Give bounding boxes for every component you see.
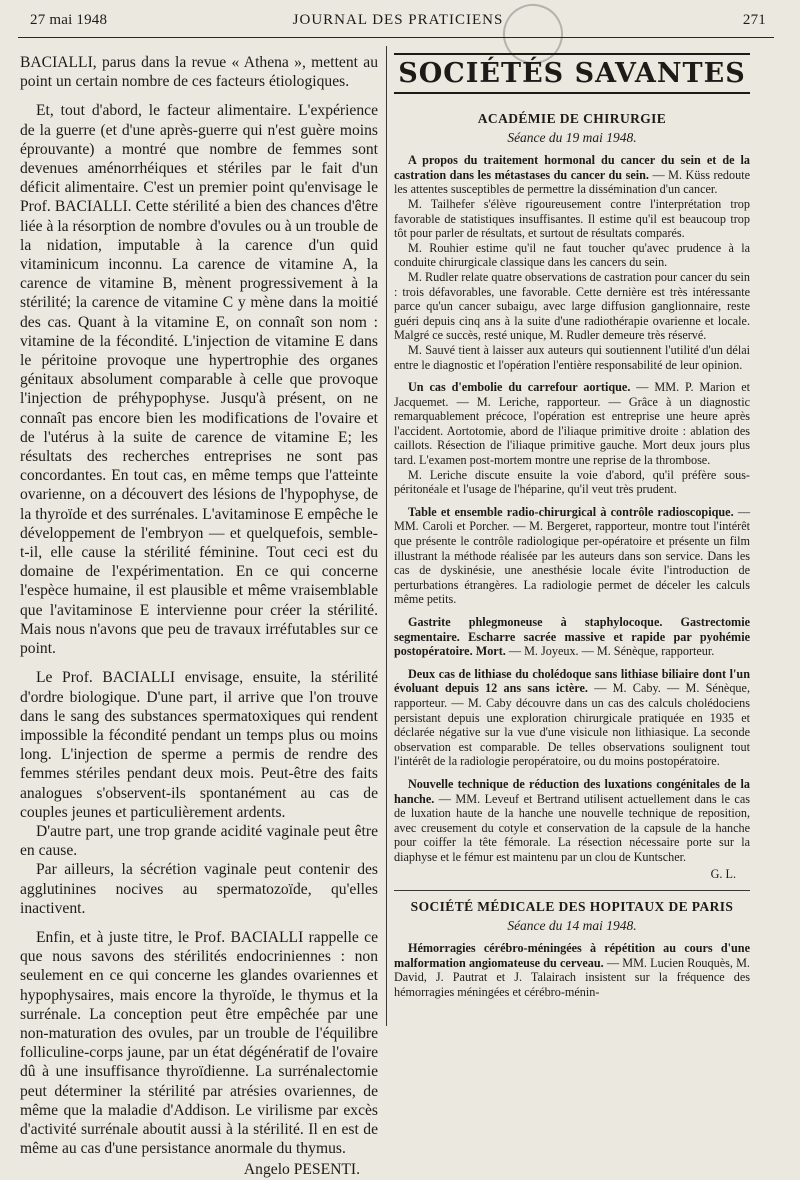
report-title: A propos du traitement hormonal du cancer du sein et de la castration dans les métastases du cancer du sein.: [394, 153, 750, 182]
section-rule: [394, 890, 750, 891]
report-entry: [394, 667, 750, 769]
report-entry: [394, 153, 750, 197]
report-entry: [394, 777, 750, 865]
right-column-societes: [394, 53, 750, 1000]
paragraph: M. Sauvé tient à laisser aux auteurs qui soutiennent l'utilité d'un délai entre le diagnostic et l'opération l'entière responsabilité de leur opinion.: [394, 342, 750, 372]
report-entry: [394, 941, 750, 999]
page-number: 271: [742, 12, 766, 28]
column-divider: [386, 46, 387, 1026]
page-header: [30, 12, 766, 34]
report-title: Hémorragies cérébro-méningées à répétition au cours d'une malformation angiomateuse du cerveau.: [394, 941, 750, 970]
medicale-seance-date: Séance du 14 mai 1948.: [507, 917, 637, 933]
report-title: Gastrite phlegmoneuse à staphylocoque. Gastrectomie segmentaire. Escharre sacrée massive et rapide par pyohémie postopératoire. Mort.: [394, 615, 750, 659]
medicale-title: SOCIÉTÉ MÉDICALE DES HOPITAUX DE PARIS: [410, 899, 734, 915]
report-entry: [394, 615, 750, 659]
journal-title: JOURNAL DES PRATICIENS: [292, 12, 504, 28]
section-banner: SOCIÉTÉS SAVANTES: [394, 53, 750, 94]
report-entry: [394, 380, 750, 468]
report-entry: [394, 505, 750, 607]
issue-date: 27 mai 1948: [30, 12, 108, 28]
report-title: Nouvelle technique de réduction des luxations congénitales de la hanche.: [394, 776, 750, 806]
report-title: Table et ensemble radio-chirurgical à contrôle radioscopique.: [408, 504, 734, 519]
left-column-article: [20, 53, 378, 1180]
academie-title: ACADÉMIE DE CHIRURGIE: [477, 111, 667, 126]
paragraph: Enfin, et à juste titre, le Prof. BACIALLI rappelle ce que nous savons des stérilités endocriniennes : non seulement en ce qui concerne les glandes ovariennes et hypophysaires, mais encore la thyroïde, le thymus et la surrénale. La conception peut être empêchée par une non-maturation des ovules, par un trouble de l'équilibre folliculine-corps jaune, par un état dégénératif de l'ovaire dû à une insuffisance thyroïdienne. La surrénalectomie peut déterminer la stérilité par atrésies ovariennes, de même que la maladie d'Addison. Le virilisme par excès d'activité surrénale aboutit aussi à la stérilité. Il en est de même au cas d'une persistance anormale du thymus.: [20, 928, 378, 1158]
paragraph: M. Rouhier estime qu'il ne faut toucher qu'avec prudence à la conduite chirurgicale classique dans les cancers du sein.: [394, 240, 750, 270]
header-rule: [18, 37, 774, 38]
paragraph: M. Leriche discute ensuite la voie d'abord, qu'il préfère sous-péritonéale et l'usage de l'héparine, qu'il veut très prudent.: [394, 467, 750, 497]
author-signature: Angelo PESENTI.: [243, 1161, 360, 1179]
paragraph: Et, tout d'abord, le facteur alimentaire. L'expérience de la guerre (et d'une après-guerre qui n'est guère moins éprouvante) a montré que nombre de femmes sont devenues aménorrhéiques et stériles par le fait d'un déficit alimentaire. C'est un premier point qu'envisage le Prof. BACIALLI. Cette stérilité a bien des chances d'être liée à la résorption de nombre d'ovules ou à un trouble de la nidation, imputable à la carence d'un quid vitaminicum inconnu. La carence de vitamine A, la carence de vitamine B, mènent progressivement à la stérilité; la carence de vitamine C y mène dans la moitié des cas. Quant à la vitamine E, on connaît son nom : vitamine de la fécondité. L'injection de vitamine E dans le péritoine provoque une hypertrophie des organes génitaux absolument comparable à celle que provoque l'injection de préhypophyse. Jusqu'à présent, on ne connaît pas encore bien les modifications de l'ovaire et de l'utérus à la suite de carence de vitamine E; les résultats des recherches entreprises ne sont pas concordantes. En tout cas, en même temps que l'atteinte ovarienne, on a découvert des lésions de l'hypophyse, de la thyroïde et des surrénales. L'avitaminose E empêche le développement de l'embryon — et quelquefois, semble-t-il, elle cause la stérilité féminine. Tout ceci est du domaine de l'expérimentation. En ce qui concerne l'espèce humaine, il est plausible et même vraisemblable que l'avitaminose E intervienne pour créer la stérilité. Mais nous n'avons que peu de travaux irréfutables sur ce point.: [20, 102, 378, 658]
report-text: — M. Caby. — M. Sénèque, rapporteur. — M. Caby découvre dans un cas des calculs cholédociens persistant depuis une exploration chirurgicale pratiquée en 1935 et déclarée négative sur la vue d'une visicule non lithiasique. La seconde observation est comparable. De telles observations soulignent tout l'intérêt de la radiologie peropératoire, ou du moins postopératoire.: [394, 681, 750, 769]
report-text: — MM. Leveuf et Bertrand utilisent actuellement dans le cas de luxation haute de la hanche une nouvelle technique de reposition, avec creusement du cotyle et conservation de la capsule de la hanche pour coiffer la tête fémorale. La résection nécessaire porte sur la diaphyse et le fémur est maintenu par un clou de Kuntscher.: [394, 791, 750, 864]
paragraph: M. Tailhefer s'élève rigoureusement contre l'interprétation trop favorable de statistiques insuffisantes. Il estime qu'il est beaucoup trop tôt pour parler de résultats, et surtout de résultats comparés.: [394, 196, 750, 241]
report-text: — MM. Lucien Rouquès, M. David, J. Pautrat et J. Talairach insistent sur la fréquence des hémorragies méningées et cérébro-ménin-: [394, 955, 750, 1000]
report-text: — MM. P. Marion et Jacquemet. — M. Leriche, rapporteur. — Grâce à un diagnostic remarquablement précoce, l'opération est entreprise une heure après l'accident. Aortotomie, abord de l'iliaque primitive droite : ablation des caillots. Résection de l'iliaque primitive gauche. Mort deux jours plus tard. L'examen post-mortem montre une reprise de la thrombose.: [394, 380, 750, 468]
report-text: — M. Joyeux. — M. Sénèque, rapporteur.: [505, 644, 715, 659]
paragraph: M. Rudler relate quatre observations de castration pour cancer du sein : trois défavorables, une favorable. Cette dernière est très intéressante parce qu'un cancer subaigu, avec large diffusion ganglionnaire, reste guéri depuis cinq ans à la suite d'une radiothérapie ovarienne et locale. Malgré ce succès, resté unique, M. Rudler demeure très réservé.: [394, 269, 750, 343]
paragraph: Le Prof. BACIALLI envisage, ensuite, la stérilité d'ordre biologique. D'une part, il arrive que l'on trouve dans le sang des substances spermatoxiques qui rendent impossible la fécondité pendant un temps plus ou moins long. L'injection de sperme a permis de rendre des femmes stériles pendant deux mois. Peut-être des faits analogues s'observent-ils spontanément au cas de couples jeunes et particulièrement ardents.: [20, 669, 378, 821]
report-title: Deux cas de lithiase du cholédoque sans lithiase biliaire dont l'un évoluant depuis 12 ans sans ictère.: [394, 666, 750, 696]
report-text: — M. Küss redoute les attentes susceptibles de permettre la dissémination d'un cancer.: [394, 167, 750, 197]
paragraph: D'autre part, une trop grande acidité vaginale peut être en cause.: [20, 822, 378, 860]
academie-seance-date: Séance du 19 mai 1948.: [507, 129, 637, 145]
author-initials: G. L.: [710, 866, 736, 881]
report-text: — MM. Caroli et Porcher. — M. Bergeret, rapporteur, montre tout l'intérêt que présente le contrôle radiologique per-opératoire et présente un film illustrant la méthode réalisée par les auteurs dans son service. Dans les cas de dyskinésie, une anesthésie locale évite l'introduction de perturbations étrangères. La radiologie permet de déceler les calculs même petits.: [394, 504, 750, 607]
paragraph: BACIALLI, parus dans la revue « Athena », mettent au point un certain nombre de ces facteurs étiologiques.: [20, 54, 378, 91]
paragraph: Par ailleurs, la sécrétion vaginale peut contenir des agglutinines nocives au spermatozoïde, qu'elles inactivent.: [20, 861, 378, 917]
report-title: Un cas d'embolie du carrefour aortique.: [408, 380, 631, 395]
